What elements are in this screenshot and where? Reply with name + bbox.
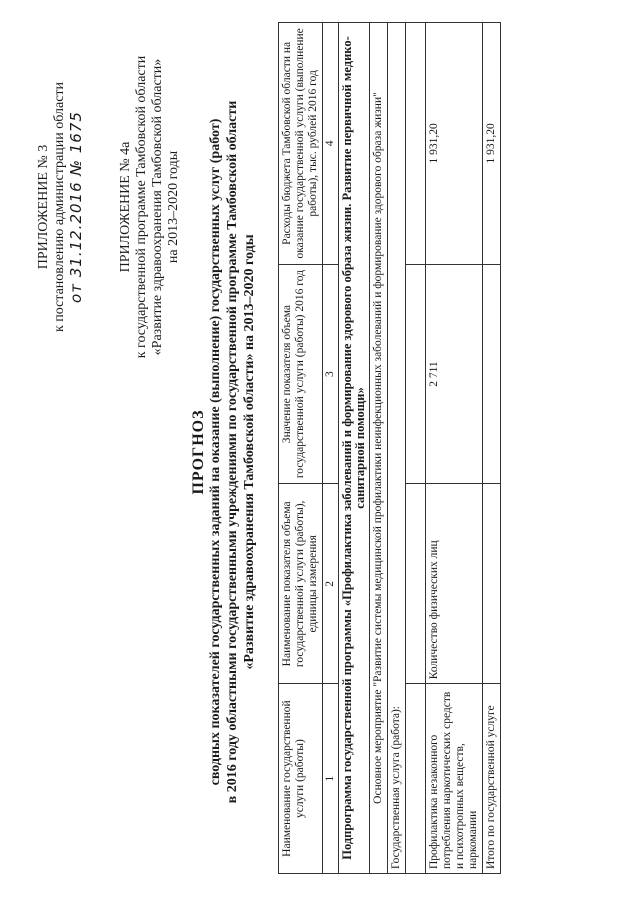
- service-label-row: [388, 23, 406, 874]
- blank-cell: [406, 484, 426, 684]
- subprogram-title: Подпрограмма государственной программы «Профилактика заболеваний и формирование здорового образа жизни. Развитие первичной медико-санитарной помощи»: [339, 23, 370, 874]
- annex-3-title: ПРИЛОЖЕНИЕ № 3: [36, 144, 51, 270]
- column-number: 1: [323, 684, 339, 874]
- total-expense-cell: 1 931,20: [483, 23, 501, 265]
- header-budget-expense: Расходы бюджета Тамбовской области на оказание государственной услуги (выполнение работы), тыс. рублей 2016 год: [279, 23, 323, 265]
- activity-row: [370, 23, 388, 874]
- heading-line3: «Развитие здравоохранения Тамбовской области» на 2013–2020 годы: [242, 234, 257, 670]
- forecast-table: [278, 22, 501, 874]
- indicator-value-cell: 2 711: [426, 264, 483, 484]
- blank-cell: [406, 264, 426, 484]
- blank-cell: [406, 23, 426, 265]
- handwritten-date-number: от 31.12.2016 № 1675: [67, 111, 85, 303]
- table-row: [426, 23, 483, 874]
- column-number: 3: [323, 264, 339, 484]
- document-heading: [190, 22, 258, 882]
- header-service-name: Наименование государственной услуги (работы): [279, 684, 323, 874]
- annex-4a-line1: к государственной программе Тамбовской области: [134, 55, 149, 359]
- header-indicator-value: Значение показателя объема государственной услуги (работы) 2016 год: [279, 264, 323, 484]
- rotated-sheet: [20, 22, 620, 882]
- annex-4a-line2: «Развитие здравоохранения Тамбовской области»: [150, 58, 165, 356]
- expense-cell: 1 931,20: [426, 23, 483, 265]
- annex-3-block: [36, 42, 84, 372]
- annex-4a-line3: на 2013–2020 годы: [166, 150, 181, 264]
- header-indicator-name: Наименование показателя объема государственной услуги (работы), единицы измерения: [279, 484, 323, 684]
- annex-4a-block: [118, 42, 182, 372]
- subprogram-row: [339, 23, 370, 874]
- blank-cell: [483, 264, 501, 484]
- total-label: Итого по государственной услуге: [483, 684, 501, 874]
- heading-title: ПРОГНОЗ: [190, 409, 207, 495]
- column-number: 2: [323, 484, 339, 684]
- heading-line1: сводных показателей государственных заданий на оказание (выполнение) государственных услуг (работ): [208, 118, 223, 786]
- heading-line2: в 2016 году областными государственными учреждениями по государственной программе Тамбовской области: [225, 100, 240, 804]
- indicator-name-cell: Количество физических лиц: [426, 484, 483, 684]
- header-row: [279, 23, 323, 874]
- activity-title: Основное мероприятие "Развитие системы медицинской профилактики неинфекционных заболеваний и формирование здорового образа жизни": [370, 23, 388, 874]
- service-name-cell: Профилактика незаконного потребления наркотических средств и психотропных веществ, наркомании: [426, 684, 483, 874]
- blank-cell: [406, 684, 426, 874]
- blank-row: [406, 23, 426, 874]
- column-number: 4: [323, 23, 339, 265]
- annex-4a-title: ПРИЛОЖЕНИЕ № 4а: [118, 141, 133, 273]
- service-label: Государственная услуга (работа):: [388, 23, 406, 874]
- column-number-row: [323, 23, 339, 874]
- total-row: [483, 23, 501, 874]
- blank-cell: [483, 484, 501, 684]
- annex-3-line: к постановлению администрации области: [52, 81, 67, 333]
